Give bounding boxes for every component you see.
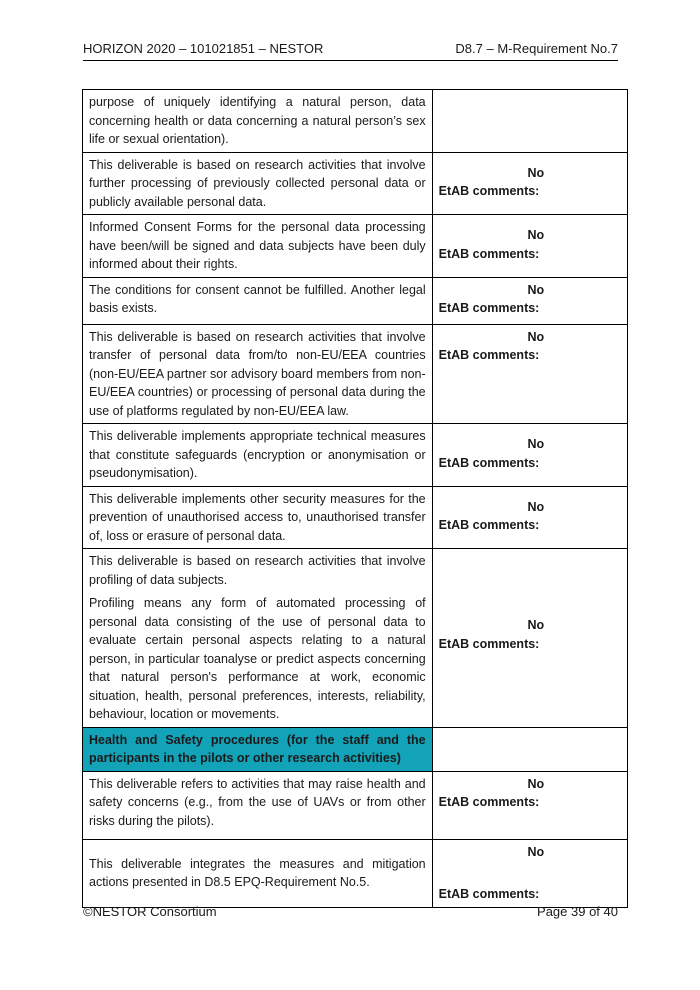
etab-comments-label: EtAB comments: (438, 887, 540, 901)
table-row (83, 771, 628, 839)
section-heading: Health and Safety procedures (for the staff and the participants in the pilots or other research activities) (83, 727, 433, 771)
table-row (83, 486, 628, 549)
table-row (83, 215, 628, 278)
answer-value: No (527, 228, 545, 242)
etab-comments-label: EtAB comments: (438, 301, 540, 315)
row-question (83, 549, 433, 728)
row-question: This deliverable integrates the measures and mitigation actions presented in D8.5 EPQ-Requirement No.5. (83, 839, 433, 907)
section-heading-empty (432, 727, 627, 771)
answer-value: No (527, 618, 545, 632)
row-question: purpose of uniquely identifying a natural person, data concerning health or data concerning a natural person’s sex life or sexual orientation). (83, 90, 433, 153)
table-row (83, 90, 628, 153)
answer-value: No (527, 776, 545, 791)
row-answer (432, 424, 627, 487)
table-row (83, 277, 628, 324)
row-answer (432, 771, 627, 839)
etab-comments-label: EtAB comments: (438, 246, 540, 261)
header-project: HORIZON 2020 – 101021851 – NESTOR (83, 41, 324, 56)
answer-value: No (527, 844, 545, 859)
row-answer (432, 839, 627, 907)
row-answer-empty (432, 90, 627, 153)
table-row (83, 549, 628, 728)
answer-value: No (527, 329, 545, 344)
row-question: Informed Consent Forms for the personal data processing have been/will be signed and data subjects have been duly informed about their rights. (83, 215, 433, 278)
etab-comments-label: EtAB comments: (438, 455, 540, 470)
page-footer (83, 904, 618, 922)
table-row (83, 152, 628, 215)
table-row (83, 727, 628, 771)
answer-value: No (527, 437, 545, 451)
row-question: This deliverable implements other security measures for the prevention of unauthorised access to, unauthorised transfer of, loss or erasure of personal data. (83, 486, 433, 549)
row-answer (432, 324, 627, 424)
row-answer (432, 486, 627, 549)
row-answer (432, 549, 627, 728)
row-answer (432, 152, 627, 215)
header-deliverable: D8.7 – M-Requirement No.7 (455, 41, 618, 56)
row-question: This deliverable is based on research activities that involve transfer of personal data from/to non-EU/EEA countries (non-EU/EEA partner sor advisory board members from non-EU/EEA countries) or processing of personal data during the use of platforms regulated by non-EU/EEA law. (83, 324, 433, 424)
etab-comments-label: EtAB comments: (438, 184, 540, 198)
row-question: This deliverable implements appropriate technical measures that constitute safeguards (encryption or anonymisation or pseudonymisation). (83, 424, 433, 487)
page-header (83, 42, 618, 61)
etab-comments-label: EtAB comments: (438, 518, 540, 532)
row-question: This deliverable refers to activities that may raise health and safety concerns (e.g., from the use of UAVs or from other risks during the pilots). (83, 771, 433, 839)
profiling-definition: Profiling means any form of automated processing of personal data consisting of the use of personal data to evaluate certain personal aspects relating to a natural person, in particular toanalyse or predict aspects concerning that natural person's performance at work, economic situation, health, personal preferences, interests, reliability, behaviour, location or movements. (89, 596, 426, 721)
question-text: This deliverable is based on research activities that involve profiling of data subjects. (89, 554, 426, 587)
etab-comments-label: EtAB comments: (438, 636, 540, 651)
row-answer (432, 277, 627, 324)
row-answer (432, 215, 627, 278)
row-question: The conditions for consent cannot be fulfilled. Another legal basis exists. (83, 277, 433, 324)
table-row (83, 839, 628, 907)
table-row (83, 324, 628, 424)
ethics-requirements-table (82, 89, 628, 908)
table-row (83, 424, 628, 487)
answer-value: No (527, 282, 545, 297)
answer-value: No (527, 499, 545, 514)
footer-copyright: ©NESTOR Consortium (83, 904, 217, 919)
page-number: Page 39 of 40 (537, 904, 618, 919)
etab-comments-label: EtAB comments: (438, 348, 540, 362)
answer-value: No (527, 165, 545, 180)
etab-comments-label: EtAB comments: (438, 795, 540, 809)
row-question: This deliverable is based on research activities that involve further processing of previously collected personal data or publicly available personal data. (83, 152, 433, 215)
